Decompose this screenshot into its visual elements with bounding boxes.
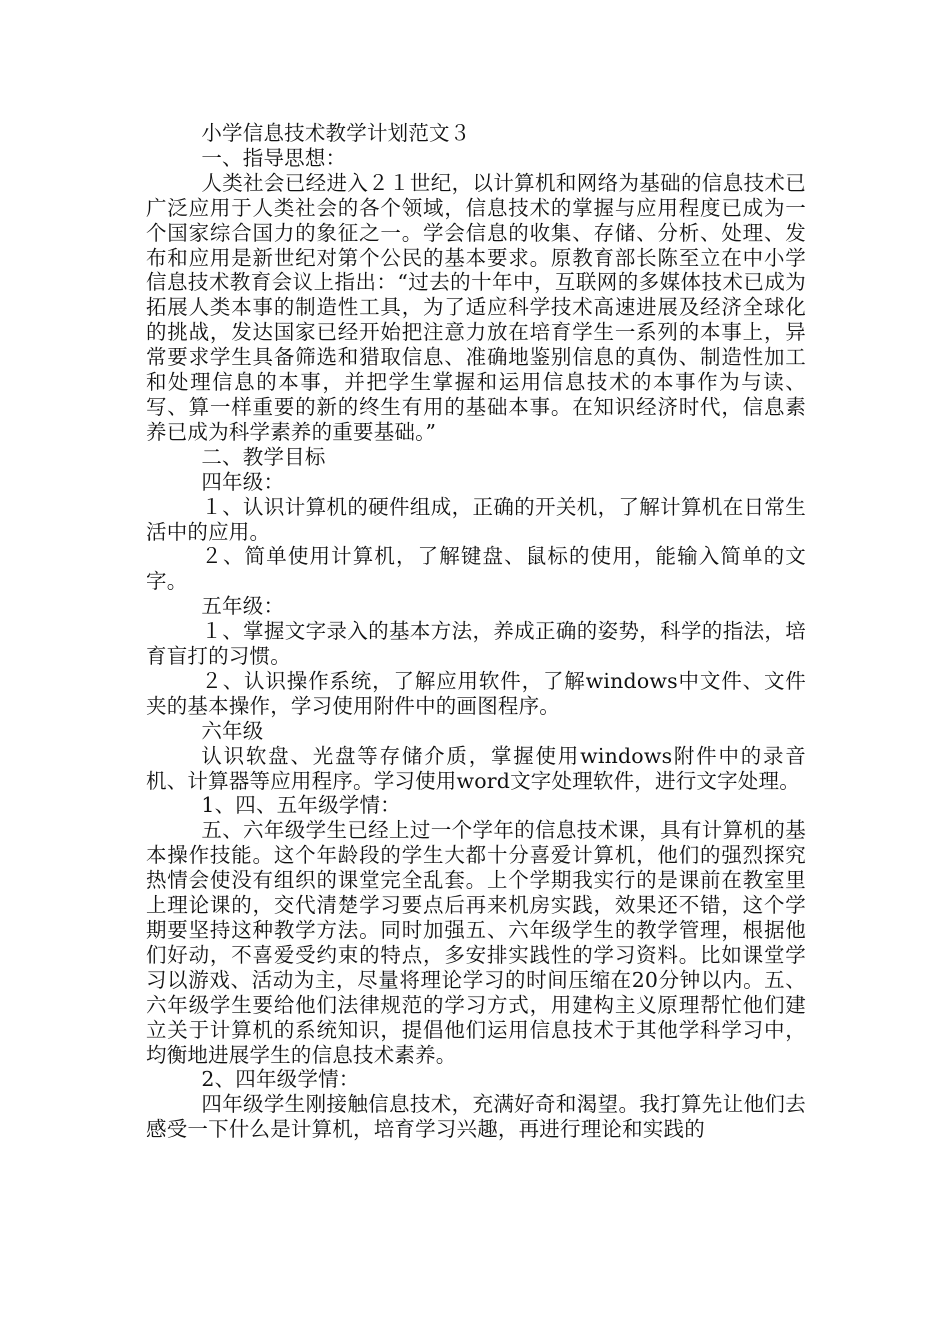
section-heading-grade4-situation: 2、四年级学情： bbox=[201, 1067, 360, 1092]
paragraph-grade4-situation: 四年级学生刚接触信息技术，充满好奇和渴望。我打算先让他们去感受一下什么是计算机，培育学习兴趣，再进行理论和实践的 bbox=[146, 1092, 806, 1142]
list-item-grade4-1: １、认识计算机的硬件组成，正确的开关机，了解计算机在日常生活中的应用。 bbox=[146, 494, 806, 544]
grade-heading-five: 五年级： bbox=[201, 594, 285, 619]
paragraph-grade56-situation: 五、六年级学生已经上过一个学年的信息技术课，具有计算机的基本操作技能。这个年龄段的学生大都十分喜爱计算机，他们的强烈探究热情会使没有组织的课堂完全乱套。上个学期我实行的是课前在教室里上理论课的，交代清楚学习要点后再来机房实践，效果还不错，这个学期要坚持这种教学方法。同时加强五、六年级学生的教学管理，根据他们好动，不喜爱受约束的特点，多安排实践性的学习资料。比如课堂学习以游戏、活动为主，尽量将理论学习的时间压缩在20分钟以内。五、六年级学生要给他们法律规范的学习方式，用建构主义原理帮忙他们建立关于计算机的系统知识，提倡他们运用信息技术于其他学科学习中，均衡地进展学生的信息技术素养。 bbox=[146, 818, 806, 1067]
document-body bbox=[146, 121, 806, 1142]
section-heading-grade45-situation: 1、四、五年级学情： bbox=[201, 793, 401, 818]
grade-heading-four: 四年级： bbox=[201, 469, 285, 494]
section-heading-guiding-thought: 一、指导思想： bbox=[201, 145, 347, 170]
list-item-grade5-2: ２、认识操作系统，了解应用软件，了解windows中文件、文件夹的基本操作，学习使用附件中的画图程序。 bbox=[146, 668, 806, 718]
paragraph-grade6: 认识软盘、光盘等存储介质，掌握使用windows附件中的录音机、计算器等应用程序。学习使用word文字处理软件，进行文字处理。 bbox=[146, 743, 806, 793]
list-item-grade5-1: １、掌握文字录入的基本方法，养成正确的姿势，科学的指法，培育盲打的习惯。 bbox=[146, 619, 806, 669]
paragraph-guiding-thought: 人类社会已经进入２１世纪，以计算机和网络为基础的信息技术已广泛应用于人类社会的各个领域，信息技术的掌握与应用程度已成为一个国家综合国力的象征之一。学会信息的收集、存储、分析、处理、发布和应用是新世纪对第个公民的基本要求。原教育部长陈至立在中小学信息技术教育会议上指出：“过去的十年中，互联网的多媒体技术已成为拓展人类本事的制造性工具，为了适应科学技术高速进展及经济全球化的挑战，发达国家已经开始把注意力放在培育学生一系列的本事上，异常要求学生具备筛选和猎取信息、准确地鉴别信息的真伪、制造性加工和处理信息的本事，并把学生掌握和运用信息技术的本事作为与读、写、算一样重要的新的终生有用的基础本事。在知识经济时代，信息素养已成为科学素养的重要基础。” bbox=[146, 170, 806, 444]
grade-heading-six: 六年级 bbox=[201, 718, 264, 743]
list-item-grade4-2: ２、简单使用计算机，了解键盘、鼠标的使用，能输入简单的文字。 bbox=[146, 544, 806, 594]
document-title: 小学信息技术教学计划范文３ bbox=[201, 121, 471, 145]
section-heading-teaching-goals: 二、教学目标 bbox=[201, 444, 326, 469]
